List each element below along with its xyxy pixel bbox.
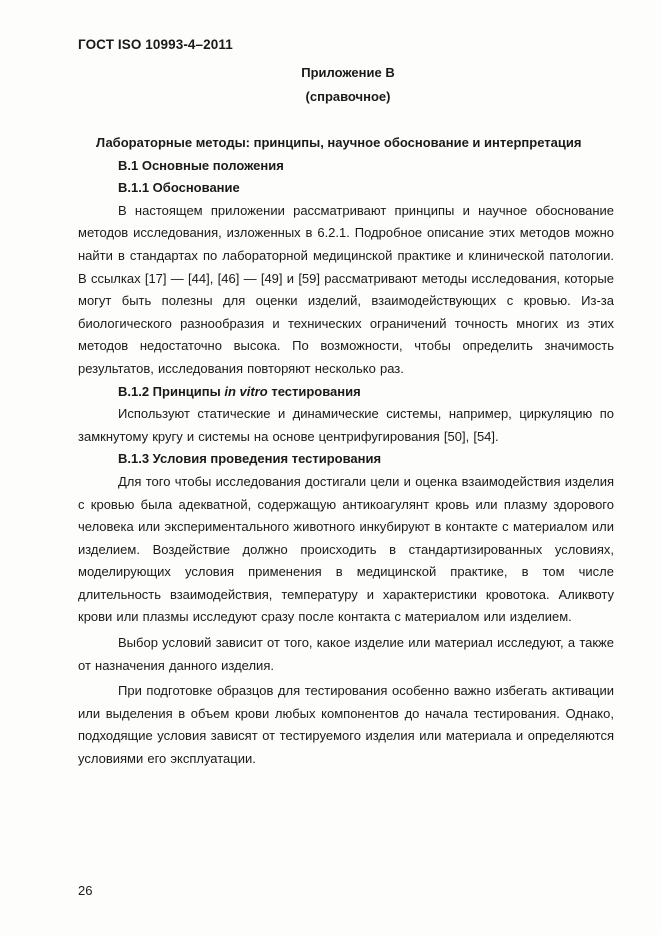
standard-code: ГОСТ ISO 10993-4–2011 xyxy=(78,37,233,52)
section-heading-b12 xyxy=(78,381,614,404)
paragraph-conditions: Для того чтобы исследования достигали цели и оценка взаимодействия изделия с кровью была адекватной, содержащую антикоагулянт кровь или плазму здорового человека или экспериментального животного инкубируют в контакте с материалом или изделием. Воздействие должно происходить в стандартизированных условиях, моделирующих условия применения в медицинской практике, в том числе длительность взаимодействия, температуру и характеристики кровотока. Аликвоту крови или плазмы исследуют сразу после контакта с материалом или изделием. xyxy=(78,473,614,625)
page-number: 26 xyxy=(78,883,93,898)
main-heading: Лабораторные методы: принципы, научное обоснование и интерпретация xyxy=(96,135,582,150)
annex-title: Приложение В xyxy=(301,65,395,80)
paragraph-rationale: В настоящем приложении рассматривают принципы и научное обоснование методов исследования, изложенных в 6.2.1. Подробное описание этих методов можно найти в стандартах по лабораторной медицинской практике и клинической патологии. В ссылках [17] — [44], [46] — [49] и [59] рассматривают методы исследования, которые могут быть полезны для оценки изделий, взаимодействующих с кровью. Из-за биологического разнообразия и технических ограничений точность многих из этих методов недостаточно высока. По возможности, чтобы определить значимость результатов, исследования повторяют несколько раз. xyxy=(78,202,614,376)
paragraph-sample-prep: При подготовке образцов для тестирования особенно важно избегать активации или выделения в объем крови любых компонентов до начала тестирования. Однако, подходящие условия зависят от тестируемого изделия или материала и определяются условиями его эксплуатации. xyxy=(78,683,614,767)
section-heading-b1: В.1 Основные положения xyxy=(118,157,284,173)
section-heading-b13: В.1.3 Условия проведения тестирования xyxy=(118,451,382,467)
paragraph-in-vitro: Используют статические и динамические системы, например, циркуляцию по замкнутому кругу и системы на основе центрифугирования [50], [54]. xyxy=(78,406,614,444)
document-body xyxy=(78,132,614,771)
section-heading-b12-italic: in vitro xyxy=(224,383,268,399)
section-heading-b11: В.1.1 Обоснование xyxy=(118,180,240,196)
paragraph-choice: Выбор условий зависит от того, какое изделие или материал исследуют, а также от назначения данного изделия. xyxy=(78,635,614,673)
section-heading-b12-suffix: тестирования xyxy=(267,383,361,399)
section-heading-b12-prefix: В.1.2 Принципы xyxy=(118,383,225,399)
annex-subtitle: (справочное) xyxy=(305,89,391,104)
